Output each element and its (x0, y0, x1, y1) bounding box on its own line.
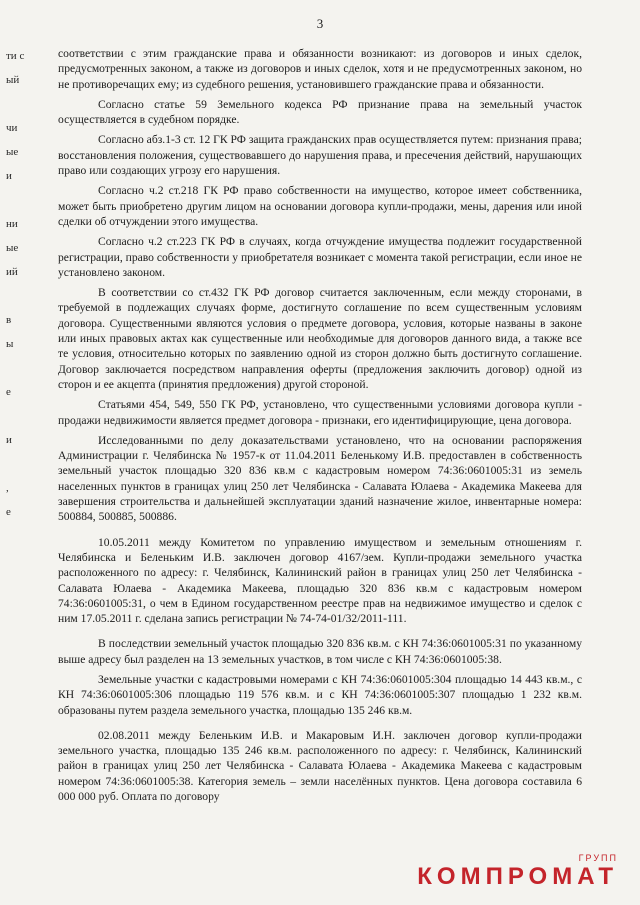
margin-fragment (6, 362, 32, 386)
margin-fragment: ые (6, 146, 19, 158)
margin-fragment: в (6, 314, 12, 326)
paragraph: 02.08.2011 между Беленьким И.В. и Макаровым И.Н. заключен договор купли-продажи земельного участка, площадью 135 246 кв.м. расположенного по адресу: г. Челябинск, Калининский район в границах улиц 250 лет Челябинска - Салавата Юлаева - Академика Макеева с кадастровым номером 74:36:0601005:38. Категория земель – земли населённых пунктов. Цена договора составила 6 000 000 руб. Оплата по договору (58, 728, 582, 804)
margin-fragment: ий (6, 266, 18, 278)
margin-fragment: ый (6, 74, 20, 86)
margin-fragment: ы (6, 338, 14, 350)
paragraph: 10.05.2011 между Комитетом по управлению имуществом и земельным отношениям г. Челябинска и Беленьким И.В. заключен договор 4167/зем. Купли-продажи земельного участка расположенного по адресу: г. Челябинск, Калининский район в границах улиц 250 лет Челябинска - Салавата Юлаева - Академика Макеева, площадью 320 836 кв.м с кадастровым номером 74:36:0601005:31, о чем в Едином государственном реестре прав на недвижимое имущество и сделок с ним 17.05.2011 г. сделана запись регистрации № 74-74-01/32/2011-111. (58, 535, 582, 626)
margin-fragment (6, 98, 32, 122)
left-margin-text-fragments (6, 50, 32, 530)
paragraph: Согласно ч.2 ст.218 ГК РФ право собственности на имущество, которое имеет собственника, может быть приобретено другим лицом на основании договора купли-продажи, мены, дарения или иной сделки об отчуждении этого имущества. (58, 184, 582, 228)
kompromat-watermark (417, 853, 618, 891)
paragraph: В соответствии со ст.432 ГК РФ договор считается заключенным, если между сторонами, в требуемой в подлежащих случаях форме, достигнуто соглашение по всем существенным условиям договора. Существенными являются условия о предмете договора, условия, которые названы в законе или иных правовых актах как существенные или необходимые для договоров данного вида, а также все те условия, относительно которых по заявлению одной из сторон должно быть достигнуто соглашение. Договор заключается посредством направления оферты (предложения заключить договор) одной из сторон и ее акцепта (принятия предложения) другой стороной. (58, 286, 582, 391)
margin-fragment: ни (6, 218, 18, 230)
margin-fragment: е (6, 506, 11, 518)
paragraph: Земельные участки с кадастровыми номерами с КН 74:36:0601005:304 площадью 14 443 кв.м., с КН 74:36:0601005:306 площадью 119 576 кв.м. и с КН 74:36:0601005:307 площадью 1 232 кв.м. образованы путем раздела земельного участка, площадью 135 246 кв.м. (58, 672, 582, 717)
paragraph: Статьями 454, 549, 550 ГК РФ, установлено, что существенными условиями договора купли - продажи недвижимости является предмет договора - признаки, его идентифицирующие, цена договора. (58, 398, 582, 427)
margin-fragment: е (6, 386, 11, 398)
document-body (58, 46, 582, 809)
watermark-subtitle: ГРУПП (578, 853, 618, 863)
margin-fragment: и (6, 170, 12, 182)
paragraph: Исследованными по делу доказательствами установлено, что на основании распоряжения Администрации г. Челябинска № 1957-к от 11.04.2011 Беленькому И.В. предоставлен в собственность земельный участок площадью 320 836 кв.м с кадастровым номером 74:36:0601005:31 из земель населенных пунктов в границах улиц 250 лет Челябинска - Салавата Юлаева - Академика Макеева для завершения строительства и дальнейшей эксплуатации зданий назначение жилое, инвентарные номера: 500884, 500885, 500886. (58, 433, 582, 524)
margin-fragment (6, 410, 32, 434)
margin-fragment (6, 290, 32, 314)
margin-fragment: , (6, 482, 9, 494)
margin-fragment (6, 458, 32, 482)
watermark-title: КОМПРОМАТ (417, 863, 618, 890)
page-number: 3 (316, 16, 324, 31)
margin-fragment (6, 194, 32, 218)
paragraph: Согласно абз.1-3 ст. 12 ГК РФ защита гражданских прав осуществляется путем: признания права; восстановления положения, существовавшего до нарушения права, и пресечения действий, нарушающих право или создающих угрозу его нарушения. (58, 133, 582, 178)
paragraph: Согласно ч.2 ст.223 ГК РФ в случаях, когда отчуждение имущества подлежит государственной регистрации, право собственности у приобретателя возникает с момента такой регистрации, если иное не установлено законом. (58, 235, 582, 279)
margin-fragment: ые (6, 242, 19, 254)
paragraph: соответствии с этим гражданские права и обязанности возникают: из договоров и иных сделок, предусмотренных законом, а также из договоров и иных сделок, хотя и не предусмотренных законом, но не противоречащих ему; из судебного решения, установившего гражданские права и обязанности. (58, 47, 582, 91)
paragraph: В последствии земельный участок площадью 320 836 кв.м. с КН 74:36:0601005:31 по указанному выше адресу был разделен на 13 земельных участков, в том числе с КН 74:36:0601005:38. (58, 637, 582, 666)
margin-fragment: ти с (6, 50, 25, 62)
margin-fragment: чи (6, 122, 18, 134)
margin-fragment: и (6, 434, 12, 446)
paragraph: Согласно статье 59 Земельного кодекса РФ признание права на земельный участок осуществляется в судебном порядке. (58, 97, 582, 127)
